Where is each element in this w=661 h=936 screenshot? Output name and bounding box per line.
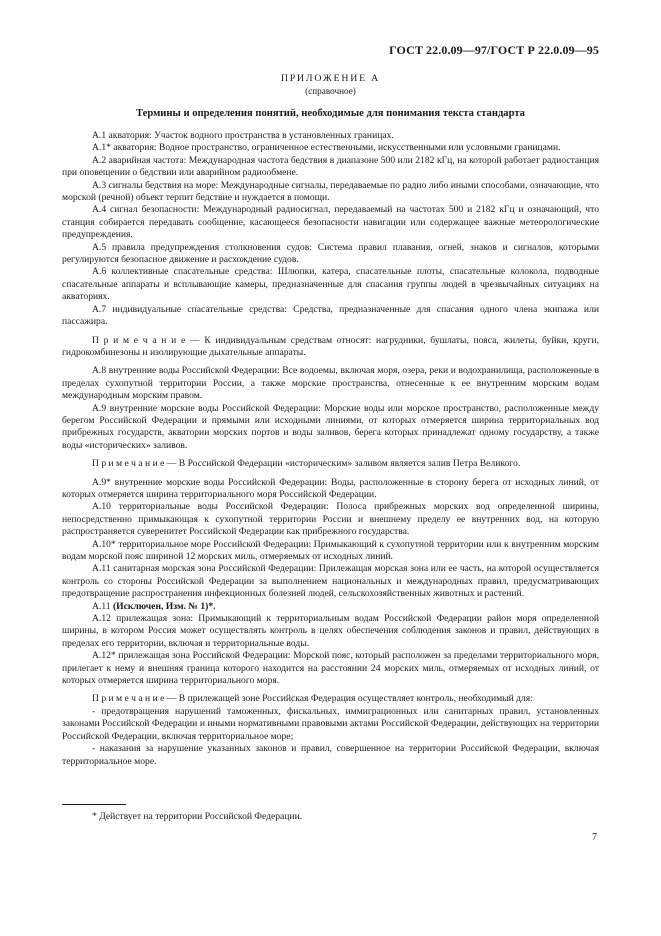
annex-title: ПРИЛОЖЕНИЕ А [280, 73, 381, 84]
note-2 [62, 458, 599, 470]
term-a4: А.4 сигнал безопасности: Международный радиосигнал, передаваемый на частотах 500 и 2182 кГц и означающий, что станция собирается передавать сообщение, касающееся безопасности навигации или содержащее важные метеорологические предупреждения. [62, 204, 599, 241]
term-a11: А.11 санитарная морская зона Российской Федерации: Прилежащая морская зона или ее часть, на которой осуществляется контроль со стороны Российской Федерации за выполнением национальных и международных правил, предусматривающих предотвращение распространения инфекционных болезней людей, сельскохозяйственных животных и растений. [62, 563, 599, 600]
note-text: — В прилежащей зоне Российская Федерация осуществляет контроль, необходимый для: [166, 693, 533, 705]
footnote-divider [62, 804, 126, 805]
term-a7: А.7 индивидуальные спасательные средства: Средства, предназначенные для спасания одного члена экипажа или пассажира. [62, 303, 599, 328]
term-a9-star: А.9* внутренние морские воды Российской Федерации: Воды, расположенные в сторону берега от исходных линий, от которых отмеряется ширина территориального моря Российской Федерации. [62, 476, 599, 500]
term-a10: А.10 территориальные воды Российской Федерации: Полоса прибрежных морских вод определенной ширины, непосредственно примыкающая к сухопутной территории России и внешнему пределу ее внутренних вод, на которую распространяется суверенитет Российской Федерации как прибрежного государства. [62, 501, 599, 538]
term-a3: А.3 сигналы бедствия на море: Международные сигналы, передаваемые по радио либо иными способами, означающие, что морской (речной) объект терпит бедствие и нуждается в помощи. [62, 179, 599, 204]
page-number: 7 [592, 832, 597, 843]
note-1 [62, 335, 599, 360]
footnote: * Действует на территории Российской Федерации. [92, 811, 303, 822]
term-a6: А.6 коллективные спасательные средства: Шлюпки, катера, спасательные плоты, спасательные колокола, подводные спасательные аппараты и всплывающие камеры, предназначенные для спасания группы людей в чрезвычайных ситуациях на акваториях. [62, 266, 599, 303]
excluded-note: (Исключен, Изм. № 1)*. [112, 600, 216, 612]
note-text: — К индивидуальным средствам относят: нагрудники, бушлаты, пояса, жилеты, буйки, круги, гидрокомбинезоны и изолирующие дыхательные аппараты. [62, 334, 599, 358]
note-label: П р и м е ч а н и е [92, 334, 186, 346]
note-label: П р и м е ч а н и е [92, 693, 165, 705]
note-text: — В Российской Федерации «историческим» заливом является залив Петра Великого. [166, 458, 521, 470]
term-a9: А.9 внутренние морские воды Российской Федерации: Морские воды или морское пространство, расположенные между берегом Российской Федерации и прямыми или исходными линиями, от которых отмеряется ширина территориальных вод прибрежных государств, акватории морских портов и воды заливов, берега которых принадлежат одному государству, а также воды «исторических» заливов. [62, 402, 599, 451]
term-a12-star: А.12* прилежащая зона Российской Федерации: Морской пояс, который расположен за пределами территориального моря, прилегает к нему и внешняя граница которого находится на расстоянии 24 морских миль, отмеряемых от исходных линий, от которых отмеряется ширина территориального моря. [62, 650, 599, 687]
annex-subtitle: (справочное) [305, 86, 356, 96]
term-a12: А.12 прилежащая зона: Примыкающий к территориальным водам Российской Федерации район моря определенной ширины, в котором Россия может осуществлять контроль в целях обеспечения соблюдения законов и правил, действующих в пределах его территории, включая и территориальные воды. [62, 613, 599, 649]
note-3-item-1: - предотвращения нарушений таможенных, фискальных, иммиграционных или санитарных правил, установленных законами Российской Федерации и иными нормативными правовыми актами Российской Федерации, действующих на территории Российской Федерации, включая территориальное море; [62, 705, 599, 742]
term-a2: А.2 аварийная частота: Международная частота бедствия в диапазоне 500 или 2182 кГц, на которой работает радиостанция при оповещении о бедствии или аварийном радиообмене. [62, 154, 599, 179]
term-a11-excluded [62, 601, 599, 613]
note-3 [62, 693, 599, 705]
term-a10-star: А.10* территориальное море Российской Федерации: Примыкающий к сухопутной территории или к внутренним морским водам морской пояс шириной 12 морских миль, отмеряемых от исходных линий. [62, 538, 599, 562]
term-a5: А.5 правила предупреждения столкновения судов: Система правил плавания, огней, знаков и сигналов, которыми регулируются безопасное движение и расхождение судов. [62, 241, 599, 266]
standard-code-header: ГОСТ 22.0.09—97/ГОСТ Р 22.0.09—95 [389, 43, 599, 57]
term-a1: А.1 акватория: Участок водного пространства в установленных границах. [92, 130, 394, 141]
term-a8: А.8 внутренние воды Российской Федерации: Все водоемы, включая моря, озера, реки и водохранилища, расположенные в пределах сухопутной территории России, а также морские пространства, отнесенные к ее внутренним морским водам международным морским правом. [62, 365, 599, 402]
document-body [62, 130, 599, 768]
term-a1-star: А.1* акватория: Водное пространство, ограниченное естественными, искусственными или условными границами. [92, 142, 561, 154]
note-3-item-2: - наказания за нарушение указанных законов и правил, совершенное на территории Российской Федерации, включая территориальное море. [62, 743, 599, 767]
annex-heading: Термины и определения понятий, необходимые для понимания текста стандарта [136, 108, 525, 119]
term-number: А.11 [92, 600, 111, 612]
note-label: П р и м е ч а н и е [92, 458, 165, 470]
